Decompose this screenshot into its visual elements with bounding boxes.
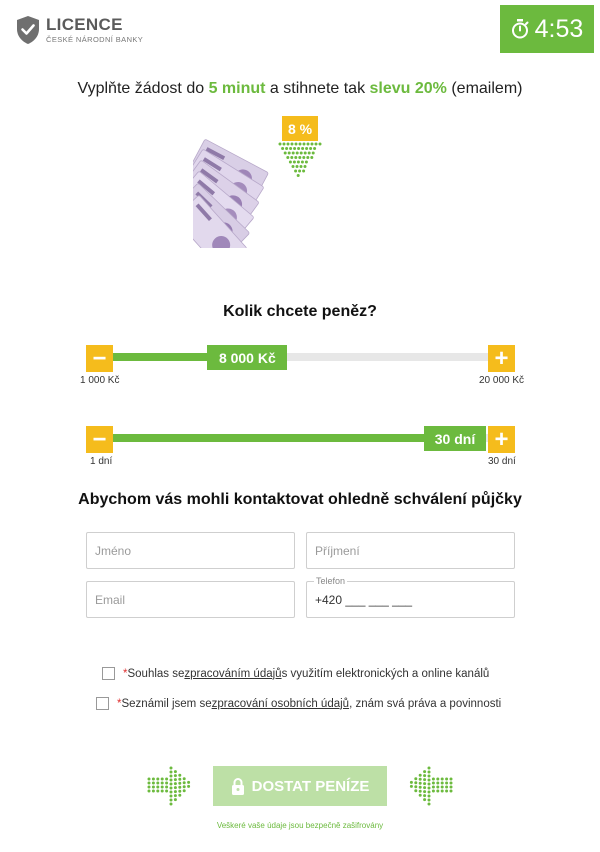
headline-text: (emailem) [446, 80, 523, 97]
plus-icon: + [494, 425, 509, 453]
phone-label: Telefon [316, 576, 346, 586]
get-money-label: DOSTAT PENÍZE [251, 777, 370, 795]
email-field[interactable] [86, 581, 295, 618]
phone-field[interactable] [306, 576, 515, 618]
required-asterisk: * [117, 697, 122, 710]
consent-processing-checkbox[interactable] [102, 667, 115, 680]
data-processing-link[interactable]: zpracováním údajů [184, 667, 282, 680]
term-slider-thumb[interactable]: 30 dní [424, 426, 486, 451]
personal-data-link[interactable]: zpracování osobních údajů [211, 697, 350, 710]
first-name-field[interactable] [86, 532, 295, 569]
last-name-field[interactable] [306, 532, 515, 569]
get-money-button[interactable] [213, 766, 387, 806]
headline-text: Vyplňte žádost do [77, 80, 209, 97]
timer-value: 4:53 [534, 14, 584, 43]
term-increase-button[interactable] [488, 426, 515, 453]
arrow-right-icon [146, 766, 192, 806]
consent-text: Souhlas se [127, 667, 185, 680]
last-name-input[interactable] [307, 533, 514, 568]
minus-icon: − [92, 344, 107, 372]
term-slider-fill [100, 434, 455, 442]
term-max-label: 30 dní [488, 456, 516, 467]
discount-badge: 8 % [282, 116, 318, 141]
headline-highlight-time: 5 minut [208, 80, 266, 97]
security-note: Veškeré vaše údaje jsou bezpečně zašifrovány [216, 821, 384, 830]
plus-icon: + [494, 344, 509, 372]
lock-icon [231, 778, 245, 795]
amount-slider-thumb[interactable]: 8 000 Kč [207, 345, 287, 370]
amount-title: Kolik chcete peněz? [223, 303, 377, 320]
amount-decrease-button[interactable] [86, 345, 113, 372]
minus-icon: − [92, 425, 107, 453]
term-min-label: 1 dní [90, 456, 113, 467]
licence-logo [16, 13, 143, 47]
email-input[interactable] [87, 582, 294, 617]
consent-privacy-checkbox[interactable] [96, 697, 109, 710]
phone-input[interactable] [307, 582, 514, 617]
term-decrease-button[interactable] [86, 426, 113, 453]
headline-text: a stihnete tak [265, 80, 370, 97]
consent-text: , znám svá práva a povinnosti [349, 697, 502, 710]
amount-increase-button[interactable] [488, 345, 515, 372]
arrow-down-icon [276, 141, 324, 179]
consent-row-2 [96, 697, 501, 710]
shield-check-icon [16, 15, 40, 45]
arrow-left-icon [408, 766, 454, 806]
required-asterisk: * [123, 667, 128, 680]
headline [0, 80, 600, 98]
amount-min-label: 1 000 Kč [80, 375, 120, 386]
headline-highlight-discount: slevu 20% [369, 80, 447, 97]
logo-subtitle: ČESKÉ NÁRODNÍ BANKY [46, 35, 144, 45]
contact-title: Abychom vás mohli kontaktovat ohledně schválení půjčky [78, 491, 522, 508]
first-name-input[interactable] [87, 533, 294, 568]
consent-row-1 [102, 667, 489, 680]
amount-max-label: 20 000 Kč [479, 375, 525, 386]
countdown-timer [500, 5, 594, 53]
consent-text: Seznámil jsem se [121, 697, 212, 710]
consent-text: s využitím elektronických a online kanálů [281, 667, 490, 680]
logo-title: LICENCE [46, 15, 123, 35]
stopwatch-icon [511, 19, 529, 39]
